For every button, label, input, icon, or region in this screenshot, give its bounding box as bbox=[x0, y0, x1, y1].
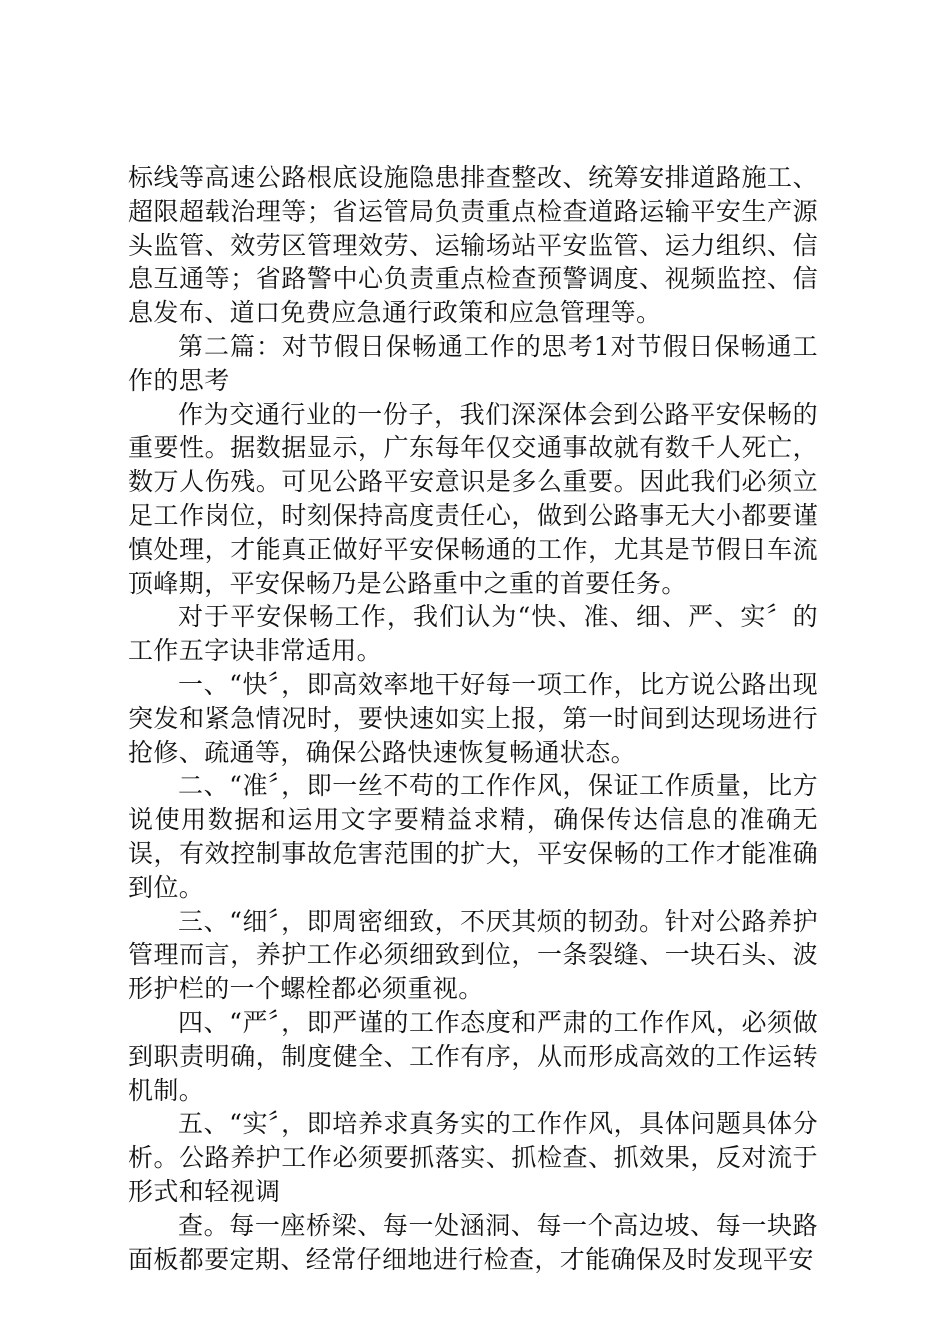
paragraph: 五、“实〞，即培养求真务实的工作作风，具体问题具体分析。公路养护工作必须要抓落实、抓检查、抓效果，反对流于形式和轻视调 bbox=[128, 1109, 818, 1206]
section-heading: 第二篇：对节假日保畅通工作的思考1对节假日保畅通工作的思考 bbox=[128, 331, 818, 395]
paragraph: 一、“快〞，即高效率地干好每一项工作，比方说公路出现突发和紧急情况时，要快速如实上报，第一时间到达现场进行抢修、疏通等，确保公路快速恢复畅通状态。 bbox=[128, 669, 818, 767]
paragraph: 三、“细〞，即周密细致，不厌其烦的韧劲。针对公路养护管理而言，养护工作必须细致到位，一条裂缝、一块石头、波形护栏的一个螺栓都必须重视。 bbox=[128, 906, 818, 1004]
paragraph: 查。每一座桥梁、每一处涵洞、每一个高边坡、每一块路面板都要定期、经常仔细地进行检查，才能确保及时发现平安 bbox=[128, 1210, 818, 1274]
paragraph: 二、“准〞，即一丝不苟的工作作风，保证工作质量，比方说使用数据和运用文字要精益求精，确保传达信息的准确无误，有效控制事故危害范围的扩大，平安保畅的工作才能准确到位。 bbox=[128, 771, 818, 902]
paragraph: 作为交通行业的一份子，我们深深体会到公路平安保畅的重要性。据数据显示，广东每年仅交通事故就有数千人死亡，数万人伤残。可见公路平安意识是多么重要。因此我们必须立足工作岗位，时刻保持高度责任心，做到公路事无大小都要谨慎处理，才能真正做好平安保畅通的工作，尤其是节假日车流顶峰期，平安保畅乃是公路重中之重的首要任务。 bbox=[128, 399, 818, 598]
paragraph: 对于平安保畅工作，我们认为“快、准、细、严、实〞的工作五字诀非常适用。 bbox=[128, 602, 818, 666]
document-body bbox=[128, 161, 818, 1276]
paragraph: 四、“严〞，即严谨的工作态度和严肃的工作作风，必须做到职责明确，制度健全、工作有序，从而形成高效的工作运转机制。 bbox=[128, 1007, 818, 1105]
paragraph: 标线等高速公路根底设施隐患排查整改、统筹安排道路施工、超限超载治理等；省运管局负责重点检查道路运输平安生产源头监管、效劳区管理效劳、运输场站平安监管、运力组织、信息互通等；省路警中心负责重点检查预警调度、视频监控、信息发布、道口免费应急通行政策和应急管理等。 bbox=[128, 163, 818, 328]
